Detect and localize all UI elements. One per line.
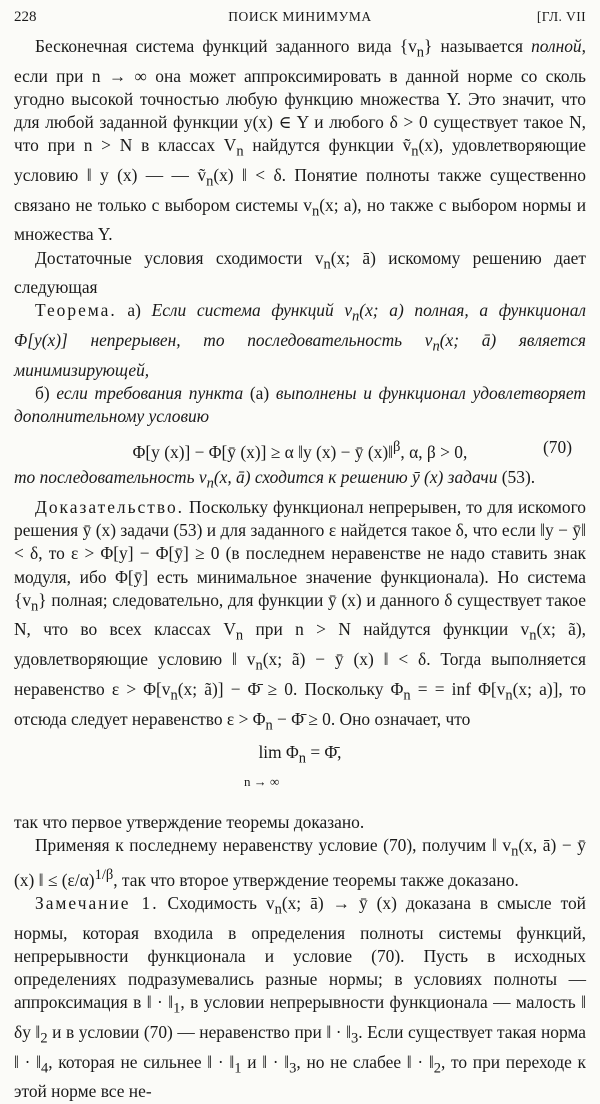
paragraph-sufficient-conditions: Достаточные условия сходимости $v_n(x$; ā) искомому решению дает следующая <box>14 247 586 298</box>
page-body <box>14 35 586 1104</box>
page-header <box>14 6 586 28</box>
proof-label: Доказательство. <box>35 497 184 517</box>
term-complete: полной <box>531 36 582 56</box>
equation-70: Φ[y (x)] − Φ[ȳ (x)] ≥ α ‖y (x) − ȳ (x)‖$^\beta$, α, β > 0, (70) <box>14 428 586 466</box>
chapter-label: [ГЛ. VII <box>536 9 586 24</box>
paragraph-second-statement: Применяя к последнему неравенству условие (70), получим ‖ $v_n(x$, ā) − ȳ (x) ‖ ≤ $(\varepsilon/\alpha)^{1/\beta}$, так что второе утверждение теоремы также доказано. <box>14 835 586 890</box>
limit-subscript: n → ∞ <box>244 774 280 790</box>
theorem-part-b: б) если требования пункта (а) выполнены и функционал удовлетворяет дополнительному условию <box>14 382 586 427</box>
equation-number: (70) <box>543 437 572 458</box>
theorem-conclusion: то последовательность $v_n(x$, ā) сходится к решению ȳ (x) задачи (53). <box>14 467 536 492</box>
remark-label: Замечание 1. <box>35 893 159 914</box>
paragraph-first-statement: так что первое утверждение теоремы доказано. <box>14 812 365 833</box>
page-number: 228 <box>14 9 37 25</box>
remark-1: Замечание 1. Сходимость $v_n(x$; ā) → ȳ (x) доказана в смысле той нормы, которая входила в определения полноты системы функций, непрерывности функционала и условие (70). Пусть в исходных определениях подразумевались разные нормы; в условиях полноты — аппроксимация в ‖ · $‖_1$, в условии непрерывности функционала — малость ‖ δy $‖_2$ и в условии (70) — неравенство при ‖ · $‖_3$. Если существует такая норма ‖ · $‖_4$, которая не сильнее ‖ · $‖_1$ и ‖ · $‖_3$, но не слабее ‖ · $‖_2$, то при переходе к этой норме все не- <box>14 893 586 1102</box>
limit-formula: $\lim \Phi_n$ = Φ̄, n → ∞ <box>14 737 586 811</box>
paragraph-complete-system: Бесконечная система функций заданного вида $\{v_n\}$ называется полной, если при n → ∞ она может аппроксимировать в данной норме со сколь угодно высокой точностью любую функцию множества Y. Это значит, что для любой заданной функции y(x) ∈ Y и любого δ > 0 существует такое N, что при n > N в классах $V_n$ найдутся функции ṽ$_n$(x), удовлетворяющие условию ‖ y (x) — — ṽ$_n$(x) ‖ < δ. Понятие полноты также существенно связано не только с выбором системы $v_n(x$; a), но также с выбором нормы и множества Y. <box>14 36 587 245</box>
proof-paragraph: Доказательство. Поскольку функционал непрерывен, то для искомого решения ȳ (x) задачи (53) и для заданного ε найдется такое δ, что если ‖y − ȳ‖ < δ, то ε > Φ[y] − Φ[ȳ] ≥ 0 (в последнем неравенстве не надо ставить знак модуля, ибо Φ[ȳ] есть минимальное значение функционала). Но система $\{v_n\}$ полная; следовательно, для функции ȳ (x) и данного δ существует такое N, что во всех классах $V_n$ при n > N найдутся функции $v_n(x$; ã), удовлетворяющие условию ‖ $v_n(x$; ã) − ȳ (x) ‖ < δ. Тогда выполняется неравенство $\varepsilon > \Phi[v_n(x$; ã)] − Φ̄ ≥ 0. Поскольку $\Phi_n$ = = inf $\Phi[v_n(x$; a)], то отсюда следует неравенство $\varepsilon > \Phi_n$ − Φ̄ ≥ 0. Оно означает, что <box>14 497 587 733</box>
theorem-label: Теорема. <box>35 300 117 321</box>
running-title: ПОИСК МИНИМУМА <box>228 9 372 24</box>
theorem-part-a: Теорема. а) Если система функций $v_n(x$; a) полная, а функционал Φ[y(x)] непрерывен, то последовательность $v_n(x$; ā) является минимизирующей, <box>14 300 586 380</box>
